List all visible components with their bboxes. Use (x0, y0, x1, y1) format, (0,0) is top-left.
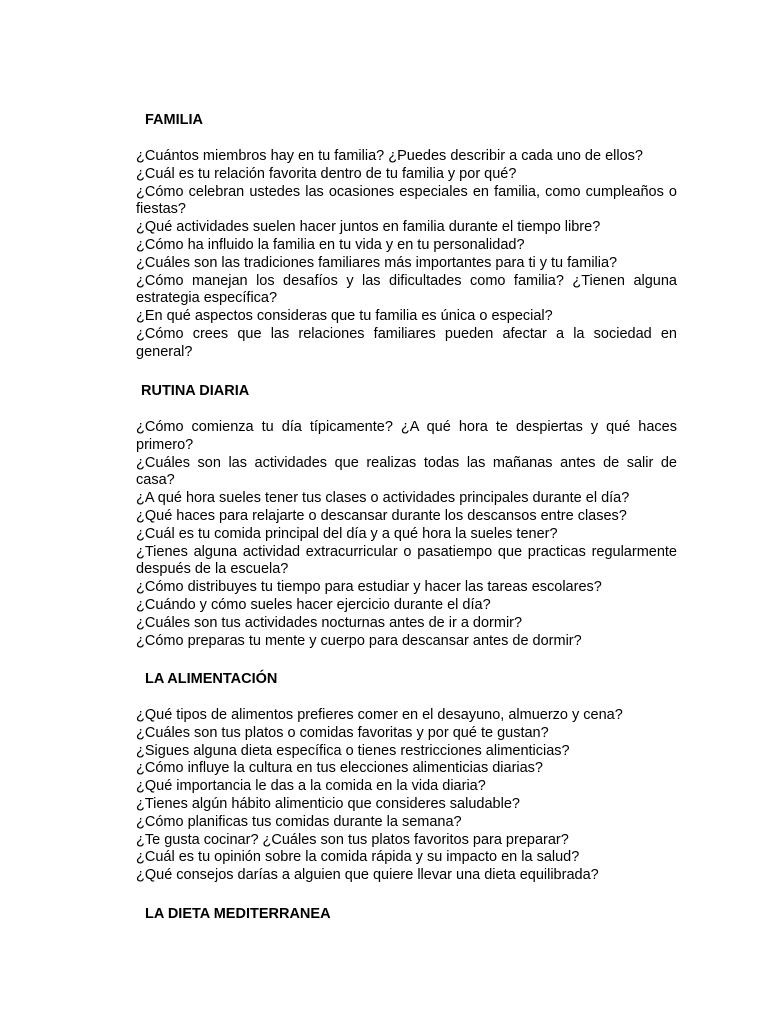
question-item: ¿Cuántos miembros hay en tu familia? ¿Puedes describir a cada uno de ellos? (136, 148, 643, 164)
question-item: ¿Cuáles son tus platos o comidas favoritas y por qué te gustan? (136, 724, 549, 741)
question-item: ¿Qué actividades suelen hacer juntos en familia durante el tiempo libre? (136, 219, 601, 236)
question-item: ¿A qué hora sueles tener tus clases o actividades principales durante el día? (136, 490, 630, 507)
question-item: ¿Qué importancia le das a la comida en la vida diaria? (136, 778, 486, 795)
section-heading-alimentacion: LA ALIMENTACIÓN (145, 671, 278, 687)
question-item: ¿Tienes alguna actividad extracurricular o pasatiempo que practicas regularmente después de la escuela? (136, 543, 677, 578)
question-item: ¿Cómo comienza tu día típicamente? ¿A qué hora te despiertas y qué haces primero? (136, 419, 677, 453)
question-item: ¿Cuál es tu opinión sobre la comida rápida y su impacto en la salud? (136, 849, 580, 866)
question-item: ¿Cuáles son las actividades que realizas todas las mañanas antes de salir de casa? (136, 454, 677, 489)
question-item: ¿En qué aspectos consideras que tu familia es única o especial? (136, 308, 553, 325)
section-heading-familia: FAMILIA (145, 112, 203, 128)
question-item: ¿Cómo manejan los desafíos y las dificultades como familia? ¿Tienen alguna estrategia específica? (136, 272, 677, 307)
question-item: ¿Tienes algún hábito alimenticio que consideres saludable? (136, 795, 520, 812)
question-list-alimentacion (136, 707, 677, 885)
question-item: ¿Cómo ha influido la familia en tu vida y en tu personalidad? (136, 236, 525, 253)
question-item: ¿Te gusta cocinar? ¿Cuáles son tus platos favoritos para preparar? (136, 831, 569, 848)
question-item: ¿Cómo preparas tu mente y cuerpo para descansar antes de dormir? (136, 632, 582, 649)
question-item: ¿Cómo planificas tus comidas durante la semana? (136, 813, 462, 830)
question-item: ¿Cómo distribuyes tu tiempo para estudiar y hacer las tareas escolares? (136, 579, 602, 596)
question-item: ¿Cuál es tu relación favorita dentro de tu familia y por qué? (136, 165, 517, 182)
question-item: ¿Cuáles son las tradiciones familiares más importantes para ti y tu familia? (136, 254, 618, 271)
question-item: ¿Qué tipos de alimentos prefieres comer en el desayuno, almuerzo y cena? (136, 707, 623, 723)
question-item: ¿Cómo crees que las relaciones familiares pueden afectar a la sociedad en general? (136, 325, 677, 360)
question-item: ¿Qué haces para relajarte o descansar durante los descansos entre clases? (136, 507, 627, 524)
section-heading-dieta-mediterranea: LA DIETA MEDITERRANEA (145, 906, 331, 922)
question-item: ¿Cómo celebran ustedes las ocasiones especiales en familia, como cumpleaños o fiestas? (136, 183, 677, 218)
question-item: ¿Cuándo y cómo sueles hacer ejercicio durante el día? (136, 596, 491, 613)
question-item: ¿Cómo influye la cultura en tus elecciones alimenticias diarias? (136, 760, 543, 777)
question-item: ¿Sigues alguna dieta específica o tienes restricciones alimenticias? (136, 742, 570, 759)
question-item: ¿Cuál es tu comida principal del día y a qué hora la sueles tener? (136, 525, 558, 542)
question-item: ¿Qué consejos darías a alguien que quiere llevar una dieta equilibrada? (136, 867, 599, 884)
question-list-rutina-diaria (136, 419, 677, 650)
section-heading-rutina-diaria: RUTINA DIARIA (141, 383, 250, 399)
question-list-familia (136, 148, 677, 362)
question-item: ¿Cuáles son tus actividades nocturnas antes de ir a dormir? (136, 614, 523, 631)
